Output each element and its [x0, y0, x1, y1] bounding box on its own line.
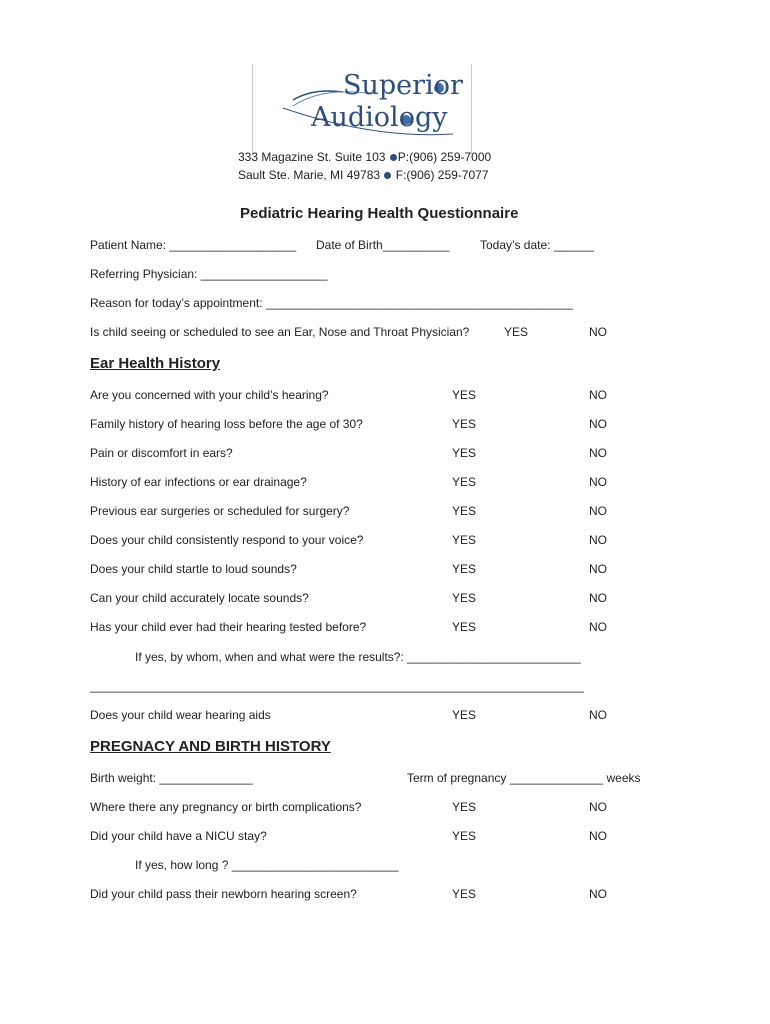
yes-option[interactable]: YES — [452, 388, 477, 402]
no-option[interactable]: NO — [589, 504, 607, 518]
results-blank-line[interactable]: __________________________________________________________________________ — [90, 679, 584, 693]
nicu-question: Did your child have a NICU stay? — [90, 829, 267, 843]
no-option[interactable]: NO — [589, 562, 607, 576]
yes-option[interactable]: YES — [452, 562, 477, 576]
ear-health-heading: Ear Health History — [90, 355, 221, 372]
complications-no-option[interactable]: NO — [589, 800, 607, 814]
no-option[interactable]: NO — [589, 620, 607, 634]
question-text: Pain or discomfort in ears? — [90, 446, 233, 460]
newborn-screen-no-option[interactable]: NO — [589, 887, 607, 901]
nicu-no-option[interactable]: NO — [589, 829, 607, 843]
yes-option[interactable]: YES — [452, 475, 477, 489]
bullet-icon — [384, 172, 391, 179]
ent-question: Is child seeing or scheduled to see an Ear, Nose and Throat Physician? — [90, 325, 470, 339]
complications-yes-option[interactable]: YES — [452, 800, 477, 814]
no-option[interactable]: NO — [589, 417, 607, 431]
referring-physician-field[interactable]: Referring Physician: ___________________ — [90, 267, 328, 281]
no-option[interactable]: NO — [589, 388, 607, 402]
question-text: Does your child startle to loud sounds? — [90, 562, 297, 576]
results-field[interactable]: If yes, by whom, when and what were the results?: __________________________ — [135, 650, 581, 664]
yes-option[interactable]: YES — [452, 591, 477, 605]
yes-option[interactable]: YES — [452, 417, 477, 431]
logo — [252, 64, 472, 154]
bullet-icon — [390, 154, 397, 161]
logo-line2: Audiology — [311, 102, 448, 133]
reason-field[interactable]: Reason for today’s appointment: ______________________________________________ — [90, 296, 573, 310]
question-text: Does your child consistently respond to your voice? — [90, 533, 364, 547]
pregnancy-heading: PREGNACY AND BIRTH HISTORY — [90, 738, 331, 755]
newborn-screen-question: Did your child pass their newborn hearing screen? — [90, 887, 357, 901]
birth-weight-field[interactable]: Birth weight: ______________ — [90, 771, 253, 785]
page-title: Pediatric Hearing Health Questionnaire — [240, 205, 519, 222]
no-option[interactable]: NO — [589, 591, 607, 605]
todays-date-field[interactable]: Today’s date: ______ — [480, 238, 594, 252]
term-pregnancy-field[interactable]: Term of pregnancy ______________ weeks — [407, 771, 641, 785]
phone-number: P:(906) 259-7000 — [397, 150, 492, 164]
logo-line1: Superior — [343, 70, 463, 101]
question-text: Has your child ever had their hearing tested before? — [90, 620, 367, 634]
ent-no-option[interactable]: NO — [589, 325, 607, 339]
address-line1 — [238, 150, 491, 164]
question-text: Previous ear surgeries or scheduled for surgery? — [90, 504, 350, 518]
yes-option[interactable]: YES — [452, 533, 477, 547]
nicu-duration-field[interactable]: If yes, how long ? _________________________ — [135, 858, 399, 872]
yes-option[interactable]: YES — [452, 620, 477, 634]
dob-field[interactable]: Date of Birth__________ — [316, 238, 450, 252]
address-line2 — [238, 168, 489, 182]
fax-number: F:(906) 259-7077 — [395, 168, 489, 182]
no-option[interactable]: NO — [589, 475, 607, 489]
question-text: Are you concerned with your child’s hearing? — [90, 388, 329, 402]
city-state-zip: Sault Ste. Marie, MI 49783 — [238, 168, 381, 182]
hearing-aids-no-option[interactable]: NO — [589, 708, 607, 722]
newborn-screen-yes-option[interactable]: YES — [452, 887, 477, 901]
question-text: History of ear infections or ear drainage? — [90, 475, 307, 489]
no-option[interactable]: NO — [589, 533, 607, 547]
no-option[interactable]: NO — [589, 446, 607, 460]
street-address: 333 Magazine St. Suite 103 — [238, 150, 386, 164]
question-text: Family history of hearing loss before the age of 30? — [90, 417, 363, 431]
yes-option[interactable]: YES — [452, 446, 477, 460]
hearing-aids-question: Does your child wear hearing aids — [90, 708, 271, 722]
nicu-yes-option[interactable]: YES — [452, 829, 477, 843]
ent-yes-option[interactable]: YES — [504, 325, 529, 339]
complications-question: Where there any pregnancy or birth complications? — [90, 800, 362, 814]
hearing-aids-yes-option[interactable]: YES — [452, 708, 477, 722]
yes-option[interactable]: YES — [452, 504, 477, 518]
question-text: Can your child accurately locate sounds? — [90, 591, 309, 605]
patient-name-field[interactable]: Patient Name: ___________________ — [90, 238, 297, 252]
